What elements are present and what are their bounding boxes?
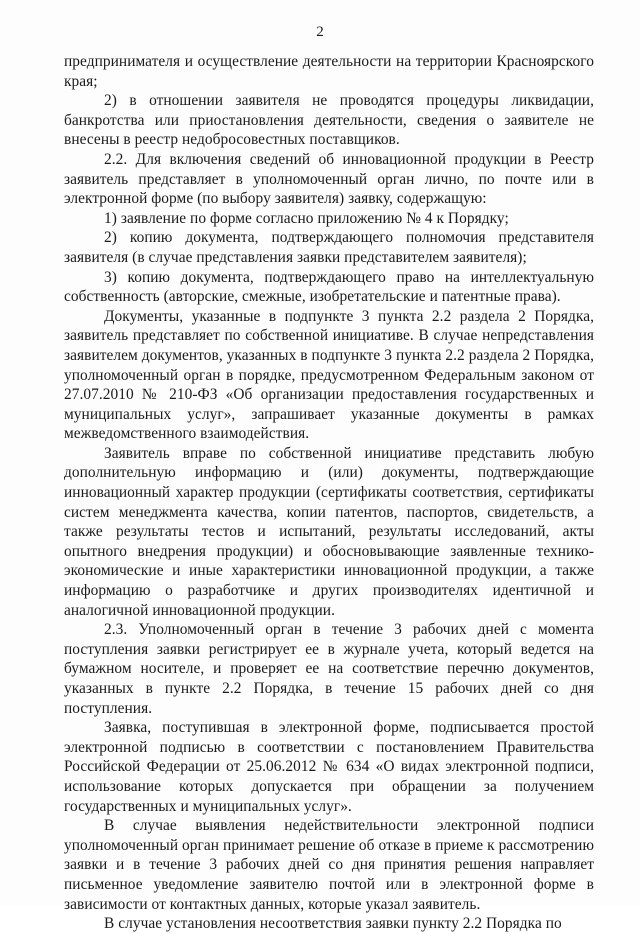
paragraph-item-1-application: 1) заявление по форме согласно приложению № 4 к Порядку; [104, 209, 509, 227]
paragraph-item-2-authority-copy: 2) копию документа, подтверждающего полномочия представителя заявителя (в случае представления заявки представителем заявителя); [64, 229, 594, 266]
paragraph-section-2-2: 2.2. Для включения сведений об инновационной продукции в Реестр заявитель представляет в уполномоченный орган лично, по почте или в электронной форме (по выбору заявителя) заявку, содержащую: [64, 150, 594, 208]
paragraph-invalid-signature: В случае выявления недействительности электронной подписи уполномоченный орган принимает решение об отказе в приеме к рассмотрению заявки и в течение 3 рабочих дней со дня принятия решения направляет письменное уведомление заявителю почтой или в электронной форме в зависимости от контактных данных, которые указал заявитель. [64, 817, 594, 913]
page-number: 2 [316, 24, 324, 40]
document-body [64, 52, 594, 934]
paragraph-item-2-bankruptcy: 2) в отношении заявителя не проводятся процедуры ликвидации, банкротства или приостановления деятельности, сведения о заявителе не внесены в реестр недобросовестных поставщиков. [64, 92, 594, 149]
paragraph-documents-own-initiative: Документы, указанные в подпункте 3 пункта 2.2 раздела 2 Порядка, заявитель представляет по собственной инициативе. В случае непредставления заявителем документов, указанных в подпункте 3 пункта 2.2 раздела 2 Порядка, уполномоченный орган в порядке, предусмотренном Федеральным законом от 27.07.2010 № 210-ФЗ «Об организации предоставления государственных и муниципальных услуг», запрашивает указанные документы в рамках межведомственного взаимодействия. [64, 307, 594, 443]
paragraph-additional-information: Заявитель вправе по собственной инициативе представить любую дополнительную информацию и (или) документы, подтверждающие инновационный характер продукции (сертификаты соответствия, сертификаты систем менеджмента качества, копии патентов, паспортов, свидетельств, а также результаты тестов и испытаний, результаты исследований, акты опытного внедрения продукции) и обосновывающие заявленные технико-экономические и иные характеристики инновационной продукции, а также информацию о разработчике и других производителях идентичной и аналогичной инновационной продукции. [64, 444, 594, 619]
paragraph-continuation: предпринимателя и осуществление деятельности на территории Красноярского края; [64, 53, 594, 90]
paragraph-section-2-3: 2.3. Уполномоченный орган в течение 3 рабочих дней с момента поступления заявки регистрирует ее в журнале учета, который ведется на бумажном носителе, и проверяет ее на соответствие перечню документов, указанных в пункте 2.2 Порядка, в течение 15 рабочих дней со дня поступления. [64, 621, 594, 717]
paragraph-mismatch-tail: В случае установления несоответствия заявки пункту 2.2 Порядка по [104, 915, 562, 933]
paragraph-electronic-signature: Заявка, поступившая в электронной форме, подписывается простой электронной подписью в соответствии с постановлением Правительства Российской Федерации от 25.06.2012 № 634 «О видах электронной подписи, использование которых допускается при обращении за получением государственных и муниципальных услуг». [64, 719, 594, 815]
paragraph-item-3-ip-copy: 3) копию документа, подтверждающего право на интеллектуальную собственность (авторские, смежные, изобретательские и патентные права). [64, 268, 594, 306]
